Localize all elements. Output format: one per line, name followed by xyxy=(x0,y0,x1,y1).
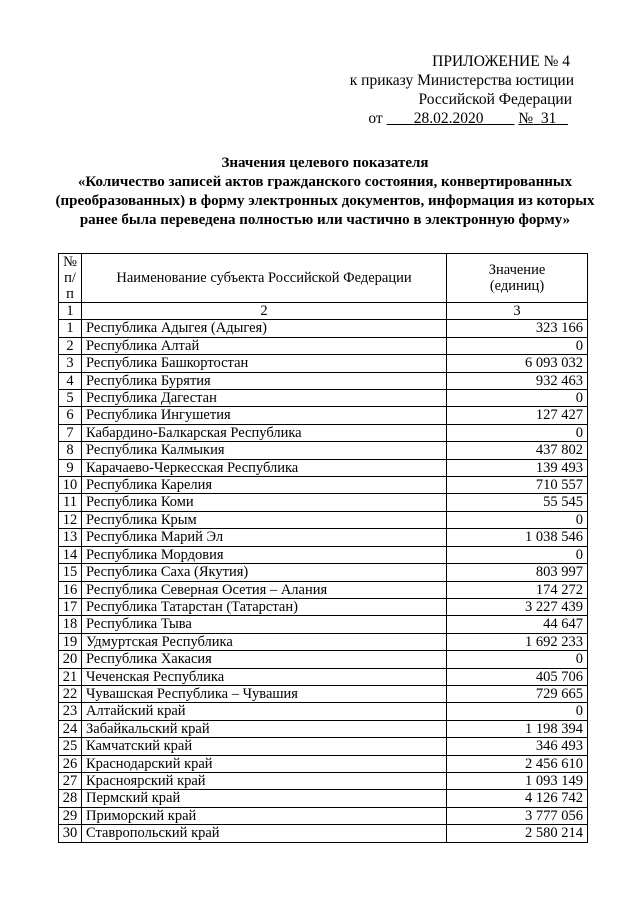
table-row xyxy=(59,320,588,337)
row-value: 710 557 xyxy=(447,477,588,494)
row-region-name: Республика Башкортостан xyxy=(82,355,447,372)
row-region-name: Республика Карелия xyxy=(82,477,447,494)
row-region-name: Республика Коми xyxy=(82,494,447,511)
row-region-name: Ставропольский край xyxy=(82,825,447,842)
row-region-name: Республика Дагестан xyxy=(82,390,447,407)
row-number: 15 xyxy=(59,564,82,581)
row-region-name: Краснодарский край xyxy=(82,755,447,772)
row-value: 0 xyxy=(447,511,588,528)
row-number: 28 xyxy=(59,790,82,807)
header-number: № п/п xyxy=(59,254,82,303)
table-row xyxy=(59,337,588,354)
row-region-name: Республика Северная Осетия – Алания xyxy=(82,581,447,598)
row-region-name: Пермский край xyxy=(82,790,447,807)
row-value: 2 580 214 xyxy=(447,825,588,842)
row-region-name: Камчатский край xyxy=(82,738,447,755)
table-row xyxy=(59,738,588,755)
row-number: 17 xyxy=(59,598,82,615)
row-number: 8 xyxy=(59,442,82,459)
table-row xyxy=(59,424,588,441)
row-region-name: Удмуртская Республика xyxy=(82,633,447,650)
header-name: Наименование субъекта Российской Федерации xyxy=(82,254,447,303)
row-value: 6 093 032 xyxy=(447,355,588,372)
table-row xyxy=(59,581,588,598)
table-row xyxy=(59,772,588,789)
row-value: 0 xyxy=(447,337,588,354)
title-line-4: ранее была переведена полностью или частично в электронную форму» xyxy=(79,212,571,228)
row-value: 2 456 610 xyxy=(447,755,588,772)
regions-table xyxy=(58,253,588,843)
row-region-name: Республика Ингушетия xyxy=(82,407,447,424)
table-row xyxy=(59,355,588,372)
title-line-2: «Количество записей актов гражданского состояния, конвертированных xyxy=(77,174,573,190)
document-title xyxy=(40,154,610,230)
table-row xyxy=(59,651,588,668)
row-value: 0 xyxy=(447,390,588,407)
header-value: Значение (единиц) xyxy=(447,254,588,303)
row-value: 323 166 xyxy=(447,320,588,337)
row-number: 12 xyxy=(59,511,82,528)
row-value: 932 463 xyxy=(447,372,588,389)
row-number: 2 xyxy=(59,337,82,354)
row-number: 27 xyxy=(59,772,82,789)
row-value: 4 126 742 xyxy=(447,790,588,807)
row-number: 23 xyxy=(59,703,82,720)
row-region-name: Республика Хакасия xyxy=(82,651,447,668)
row-value: 1 692 233 xyxy=(447,633,588,650)
appendix-title: ПРИЛОЖЕНИЕ № 4 xyxy=(432,53,570,70)
table-row xyxy=(59,546,588,563)
title-line-1: Значения целевого показателя xyxy=(221,155,429,171)
row-number: 30 xyxy=(59,825,82,842)
table-row xyxy=(59,598,588,615)
row-number: 25 xyxy=(59,738,82,755)
row-region-name: Забайкальский край xyxy=(82,720,447,737)
row-number: 3 xyxy=(59,355,82,372)
row-value: 803 997 xyxy=(447,564,588,581)
table-row xyxy=(59,372,588,389)
table-row xyxy=(59,790,588,807)
row-number: 1 xyxy=(59,320,82,337)
row-region-name: Республика Мордовия xyxy=(82,546,447,563)
row-number: 18 xyxy=(59,616,82,633)
row-region-name: Карачаево-Черкесская Республика xyxy=(82,459,447,476)
row-region-name: Республика Тыва xyxy=(82,616,447,633)
row-number: 24 xyxy=(59,720,82,737)
row-value: 346 493 xyxy=(447,738,588,755)
row-region-name: Чувашская Республика – Чувашия xyxy=(82,685,447,702)
row-value: 55 545 xyxy=(447,494,588,511)
row-value: 1 198 394 xyxy=(447,720,588,737)
table-row xyxy=(59,755,588,772)
row-number: 26 xyxy=(59,755,82,772)
row-region-name: Республика Калмыкия xyxy=(82,442,447,459)
table-row xyxy=(59,459,588,476)
row-number: 21 xyxy=(59,668,82,685)
row-number: 5 xyxy=(59,390,82,407)
table-row xyxy=(59,703,588,720)
table-row xyxy=(59,685,588,702)
column-number-row xyxy=(59,303,588,320)
row-region-name: Республика Крым xyxy=(82,511,447,528)
row-value: 0 xyxy=(447,651,588,668)
column-number: 3 xyxy=(447,303,588,320)
table-row xyxy=(59,390,588,407)
row-number: 13 xyxy=(59,529,82,546)
row-value: 3 227 439 xyxy=(447,598,588,615)
row-number: 7 xyxy=(59,424,82,441)
row-value: 1 038 546 xyxy=(447,529,588,546)
table-row xyxy=(59,529,588,546)
row-value: 437 802 xyxy=(447,442,588,459)
table-row xyxy=(59,720,588,737)
row-value: 44 647 xyxy=(447,616,588,633)
column-number: 2 xyxy=(82,303,447,320)
from-label: от xyxy=(368,110,383,127)
row-number: 19 xyxy=(59,633,82,650)
table-row xyxy=(59,442,588,459)
row-region-name: Кабардино-Балкарская Республика xyxy=(82,424,447,441)
row-region-name: Алтайский край xyxy=(82,703,447,720)
title-line-3: (преобразованных) в форму электронных документов, информация из которых xyxy=(55,193,595,209)
appendix-order-line: к приказу Министерства юстиции xyxy=(349,72,574,89)
row-region-name: Республика Татарстан (Татарстан) xyxy=(82,598,447,615)
row-region-name: Республика Адыгея (Адыгея) xyxy=(82,320,447,337)
row-number: 10 xyxy=(59,477,82,494)
row-value: 0 xyxy=(447,703,588,720)
row-number: 22 xyxy=(59,685,82,702)
order-number: № 31 xyxy=(518,110,557,127)
row-number: 14 xyxy=(59,546,82,563)
row-number: 4 xyxy=(59,372,82,389)
table-row xyxy=(59,407,588,424)
row-region-name: Красноярский край xyxy=(82,772,447,789)
table-row xyxy=(59,807,588,824)
row-number: 29 xyxy=(59,807,82,824)
row-value: 3 777 056 xyxy=(447,807,588,824)
row-value: 0 xyxy=(447,546,588,563)
table-row xyxy=(59,668,588,685)
row-region-name: Приморский край xyxy=(82,807,447,824)
table-row xyxy=(59,825,588,842)
row-value: 405 706 xyxy=(447,668,588,685)
row-region-name: Республика Марий Эл xyxy=(82,529,447,546)
row-number: 16 xyxy=(59,581,82,598)
row-number: 11 xyxy=(59,494,82,511)
row-region-name: Республика Саха (Якутия) xyxy=(82,564,447,581)
appendix-header xyxy=(350,52,574,128)
row-value: 1 093 149 xyxy=(447,772,588,789)
order-date-number xyxy=(350,109,568,128)
table-row xyxy=(59,477,588,494)
row-value: 139 493 xyxy=(447,459,588,476)
row-region-name: Республика Бурятия xyxy=(82,372,447,389)
row-value: 127 427 xyxy=(447,407,588,424)
column-number: 1 xyxy=(59,303,82,320)
row-value: 174 272 xyxy=(447,581,588,598)
row-number: 9 xyxy=(59,459,82,476)
row-value: 0 xyxy=(447,424,588,441)
table-header-row xyxy=(59,254,588,303)
row-number: 20 xyxy=(59,651,82,668)
table-row xyxy=(59,494,588,511)
table-row xyxy=(59,633,588,650)
row-number: 6 xyxy=(59,407,82,424)
table-row xyxy=(59,616,588,633)
order-date: 28.02.2020 xyxy=(413,110,484,127)
row-region-name: Республика Алтай xyxy=(82,337,447,354)
table-row xyxy=(59,511,588,528)
row-region-name: Чеченская Республика xyxy=(82,668,447,685)
row-value: 729 665 xyxy=(447,685,588,702)
appendix-ministry-line: Российской Федерации xyxy=(418,91,572,108)
table-row xyxy=(59,564,588,581)
